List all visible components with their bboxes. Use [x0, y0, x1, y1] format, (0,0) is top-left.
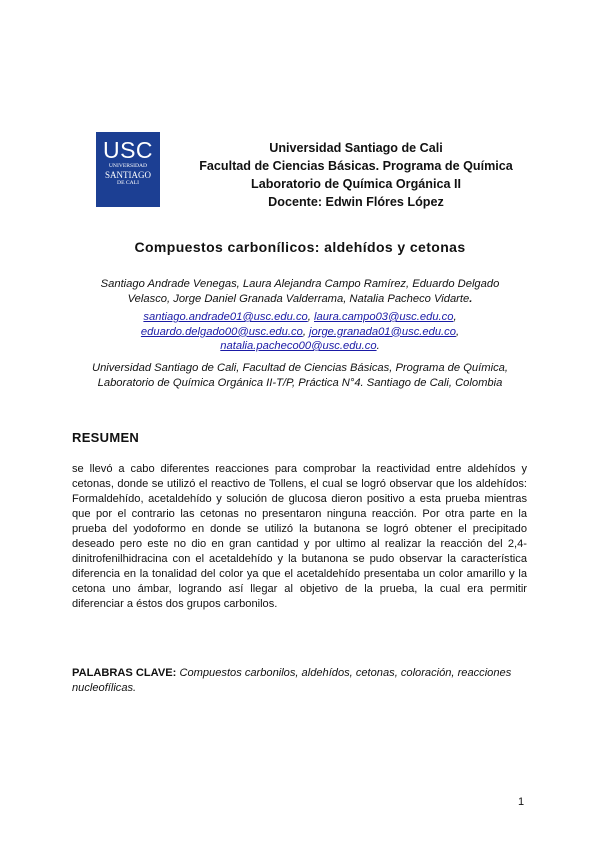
header-instructor: Docente: Edwin Flóres López	[268, 195, 444, 209]
logo-text: USC	[102, 137, 154, 163]
email-link-pacheco[interactable]: natalia.pacheco00@usc.edu.co	[220, 340, 377, 352]
keywords-label: PALABRAS CLAVE:	[72, 667, 177, 679]
header-university: Universidad Santiago de Cali	[269, 141, 443, 155]
page-number: 1	[518, 796, 525, 808]
authors-period: .	[469, 293, 473, 305]
email-link-andrade[interactable]: santiago.andrade01@usc.edu.co	[143, 311, 308, 323]
affiliation-line2: Laboratorio de Química Orgánica II-T/P, Práctica N°4. Santiago de Cali, Colombia	[97, 377, 503, 389]
affiliation	[66, 361, 534, 391]
paper-title: Compuestos carbonílicos: aldehídos y cetonas	[134, 239, 466, 255]
logo-line1: UNIVERSIDAD	[108, 163, 148, 169]
abstract-heading: RESUMEN	[72, 430, 140, 445]
authors-line2: Velasco, Jorge Daniel Granada Valderrama, Natalia Pacheco Vidarte	[127, 293, 470, 305]
institution-header	[176, 139, 536, 211]
email-link-campo[interactable]: laura.campo03@usc.edu.co	[314, 311, 454, 323]
affiliation-line1: Universidad Santiago de Cali, Facultad de Ciencias Básicas, Programa de Química,	[91, 362, 508, 374]
header-faculty: Facultad de Ciencias Básicas. Programa de Química	[199, 159, 513, 173]
logo-line3: DE CALI	[117, 180, 139, 186]
header-lab: Laboratorio de Química Orgánica II	[251, 177, 461, 191]
author-emails: santiago.andrade01@usc.edu.co, laura.campo03@usc.edu.co, eduardo.delgado00@usc.edu.co, jorge.granada01@usc.edu.co, natalia.pacheco00@usc.edu.co.	[140, 311, 460, 352]
keywords-value: Compuestos carbonilos, aldehídos, cetonas, coloración, reacciones nucleofílicas.	[72, 667, 512, 694]
authors	[74, 277, 526, 307]
keywords	[72, 666, 527, 696]
usc-logo	[96, 132, 160, 207]
email-link-granada[interactable]: jorge.granada01@usc.edu.co	[309, 325, 456, 338]
email-link-delgado[interactable]: eduardo.delgado00@usc.edu.co	[140, 325, 303, 338]
abstract-text: se llevó a cabo diferentes reacciones para comprobar la reactividad entre aldehídos y cetonas, donde se utilizó el reactivo de Tollens, el cual se logró observar que los aldehídos: Formaldehído, acetaldehído y solución de glucosa dieron positivo a esta prueba mientras que por el contrario las cetonas no presentaron ninguna reacción. Por otra parte en la prueba del yodoformo en donde se utilizó la butanona se logró obtener el precipitado deseado pero este no dio en gran cantidad y por ultimo al realizar la reacción del 2,4-dinitrofenilhidracina con el acetaldehído y la butanona se pudo observar la característica diferencia en la tonalidad del color ya que el acetaldehído presentaba un color amarillo y la cetona uno ámbar, logrando así llegar al objetivo de la prueba, la cual era permitir diferenciar a éstos dos grupos carbonilos.	[72, 463, 527, 610]
authors-line1: Santiago Andrade Venegas, Laura Alejandra Campo Ramírez, Eduardo Delgado	[100, 278, 500, 290]
logo-line2: SANTIAGO	[105, 170, 151, 180]
